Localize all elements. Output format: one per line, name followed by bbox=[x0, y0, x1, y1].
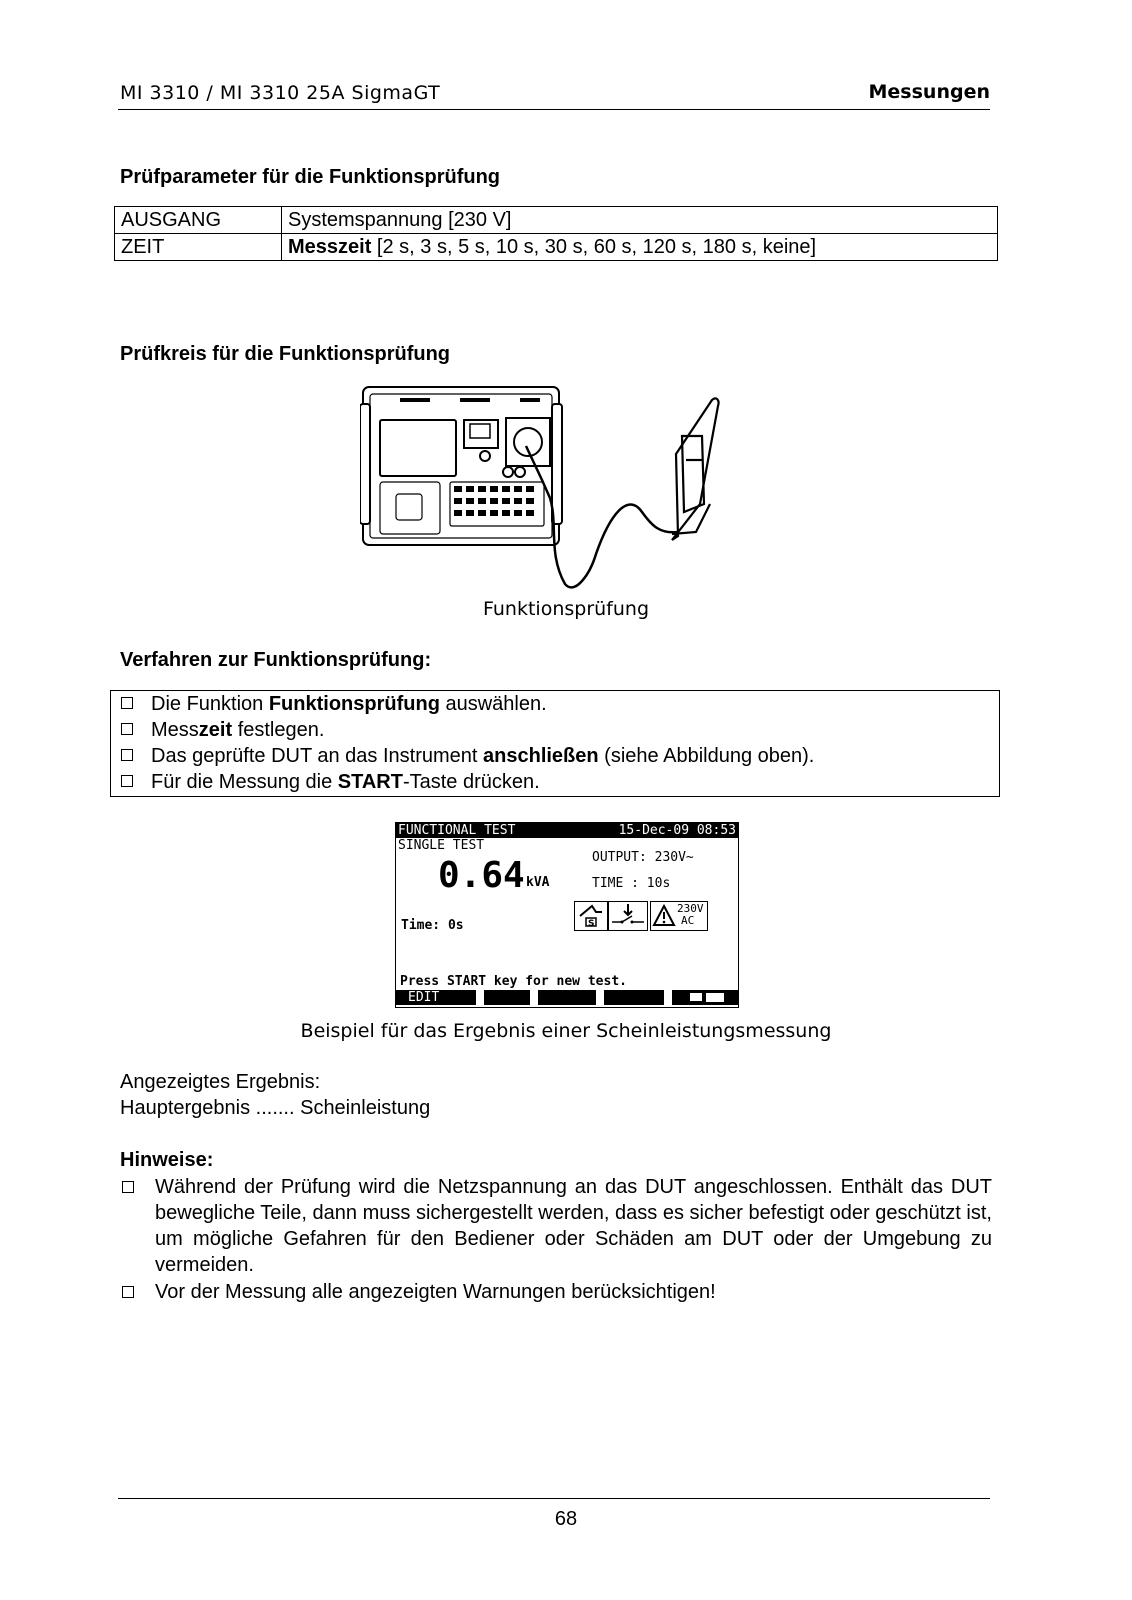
battery-icon bbox=[706, 993, 724, 1002]
procedure-box bbox=[110, 690, 1000, 797]
list-item: Das geprüfte DUT an das Instrument anschließen (siehe Abbildung oben). bbox=[121, 744, 814, 768]
checkbox-icon bbox=[121, 723, 133, 735]
lcd-datetime: 15-Dec-09 08:53 bbox=[618, 823, 736, 838]
cable-drawing bbox=[526, 446, 678, 587]
checkbox-icon bbox=[121, 775, 133, 787]
lcd-value: 0.64 bbox=[438, 855, 525, 896]
checkbox-icon bbox=[122, 1286, 134, 1298]
checkbox-icon bbox=[121, 697, 133, 709]
notes-title: Hinweise: bbox=[120, 1149, 214, 1171]
header-product: MI 3310 / MI 3310 25A SigmaGT bbox=[120, 82, 441, 104]
result-label: Angezeigtes Ergebnis: bbox=[120, 1071, 321, 1093]
hand-warning-icon bbox=[574, 901, 608, 931]
checkbox-icon bbox=[122, 1181, 134, 1193]
header-section: Messungen bbox=[868, 81, 990, 103]
lcd-output: OUTPUT: 230V~ bbox=[592, 850, 694, 865]
table-row bbox=[115, 207, 998, 234]
list-item: Messzeit festlegen. bbox=[121, 718, 324, 742]
checkbox-icon bbox=[121, 749, 133, 761]
param-value: Messzeit [2 s, 3 s, 5 s, 10 s, 30 s, 60 s, 120 s, 180 s, keine] bbox=[282, 234, 998, 261]
note-item: Während der Prüfung wird die Netzspannung an das DUT angeschlossen. Enthält das DUT bewegliche Teile, dann muss sichergestellt werden, dass es sicher befestigt oder geschützt ist, um mögliche Gefahren für den Bediener oder Schäden am DUT oder der Umgebung zu vermeiden. bbox=[120, 1174, 992, 1278]
svg-text:S: S bbox=[588, 919, 595, 928]
lcd-timer: Time: 0s bbox=[401, 918, 464, 933]
param-key: ZEIT bbox=[115, 234, 282, 261]
instrument-drawing bbox=[360, 387, 562, 545]
lcd-title: FUNCTIONAL TEST bbox=[398, 823, 516, 838]
note-item: Vor der Messung alle angezeigten Warnungen berücksichtigen! bbox=[120, 1279, 992, 1305]
lcd-message: Press START key for new test. bbox=[400, 974, 627, 989]
circuit-illustration bbox=[360, 384, 720, 596]
footer-rule bbox=[118, 1498, 990, 1499]
lcd-title-bar bbox=[396, 823, 738, 838]
figure-caption: Funktionsprüfung bbox=[482, 598, 650, 620]
param-key: AUSGANG bbox=[115, 207, 282, 234]
result-main: Hauptergebnis ....... Scheinleistung bbox=[120, 1097, 431, 1119]
list-item: Die Funktion Funktionsprüfung auswählen. bbox=[121, 692, 547, 716]
iron-drawing bbox=[672, 398, 719, 540]
parameter-table bbox=[114, 206, 998, 261]
section-title-parameters: Prüfparameter für die Funktionsprüfung bbox=[120, 166, 501, 188]
section-title-circuit: Prüfkreis für die Funktionsprüfung bbox=[120, 343, 451, 365]
lcd-softkey-bar bbox=[396, 990, 738, 1005]
list-item: Für die Messung die START-Taste drücken. bbox=[121, 770, 540, 794]
voltage-warning-icon: 230V AC bbox=[650, 901, 708, 931]
lcd-softkey-edit: EDIT bbox=[408, 990, 440, 1005]
keypad-keys bbox=[400, 398, 540, 516]
table-row bbox=[115, 234, 998, 261]
page-number: 68 bbox=[554, 1508, 578, 1530]
header-rule bbox=[118, 109, 990, 110]
lcd-screen bbox=[395, 822, 739, 1008]
lcd-caption: Beispiel für das Ergebnis einer Scheinleistungsmessung bbox=[300, 1020, 832, 1042]
plug-icon bbox=[690, 993, 702, 1001]
lcd-unit: kVA bbox=[526, 875, 550, 890]
lcd-time-param: TIME : 10s bbox=[592, 876, 671, 891]
section-title-procedure: Verfahren zur Funktionsprüfung: bbox=[120, 649, 432, 671]
switch-icon bbox=[608, 901, 648, 931]
param-value: Systemspannung [230 V] bbox=[282, 207, 998, 234]
lcd-mode: SINGLE TEST bbox=[398, 838, 485, 853]
